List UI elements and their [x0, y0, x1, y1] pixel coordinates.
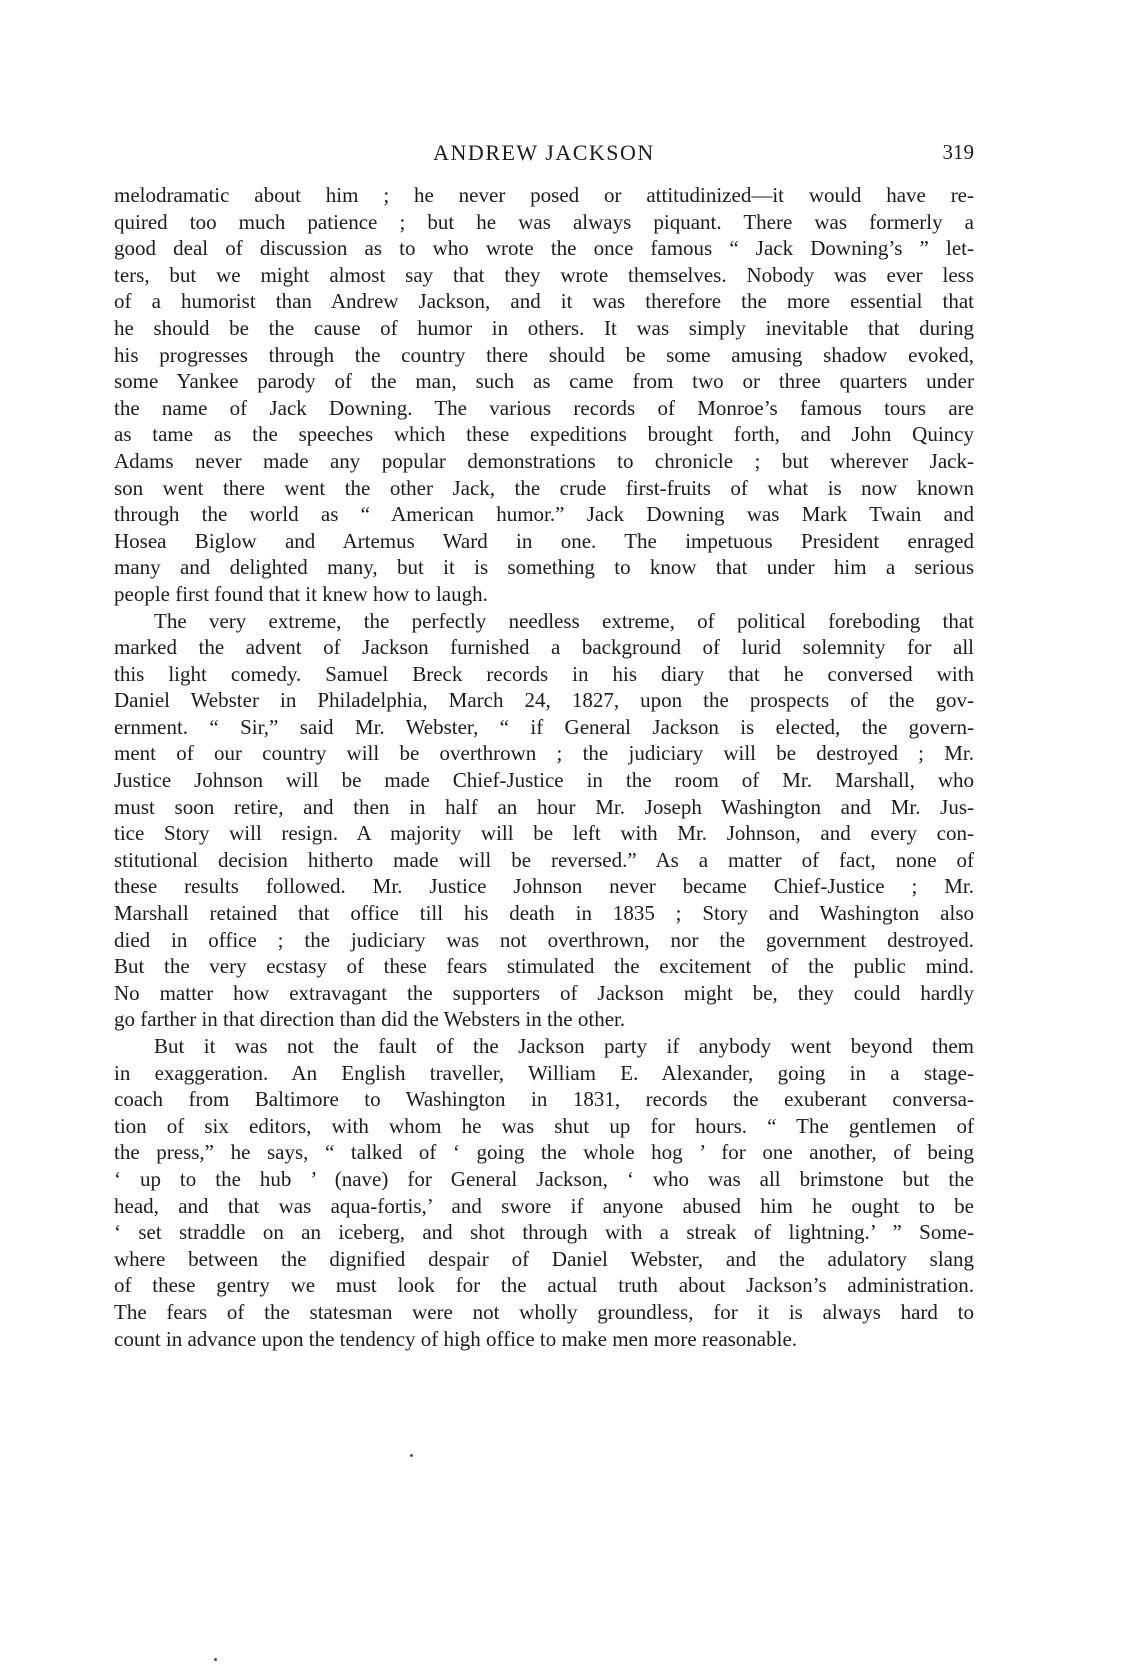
text-line: coach from Baltimore to Washington in 1831, records the exuberant conversa- [114, 1087, 974, 1112]
paragraph [114, 182, 974, 608]
paragraph [114, 1033, 974, 1352]
text-line: marked the advent of Jackson furnished a background of lurid solemnity for all [114, 635, 974, 660]
text-line: good deal of discussion as to who wrote the once famous “ Jack Downing’s ” let- [114, 236, 974, 261]
text-line: tice Story will resign. A majority will be left with Mr. Johnson, and every con- [114, 821, 974, 846]
text-line: his progresses through the country there should be some amusing shadow evoked, [114, 342, 974, 367]
text-line: must soon retire, and then in half an hour Mr. Joseph Washington and Mr. Jus- [114, 794, 974, 819]
text-line: through the world as “ American humor.” Jack Downing was Mark Twain and [114, 502, 974, 527]
text-line: of a humorist than Andrew Jackson, and it was therefore the more essential that [114, 289, 974, 314]
paragraph [114, 608, 974, 1034]
text-line: the name of Jack Downing. The various records of Monroe’s famous tours are [114, 395, 974, 420]
text-line: The fears of the statesman were not wholly groundless, for it is always hard to [114, 1299, 974, 1324]
text-line: But it was not the fault of the Jackson party if anybody went beyond them [154, 1034, 974, 1058]
text-line: died in office ; the judiciary was not overthrown, nor the government destroyed. [114, 927, 974, 952]
text-line: these results followed. Mr. Justice Johnson never became Chief-Justice ; Mr. [114, 874, 974, 899]
text-line: many and delighted many, but it is something to know that under him a serious [114, 555, 974, 580]
text-line: go farther in that direction than did the Websters in the other. [114, 1007, 626, 1032]
text-line: Hosea Biglow and Artemus Ward in one. The impetuous President enraged [114, 528, 974, 553]
text-line: head, and that was aqua-fortis,’ and swore if anyone abused him he ought to be [114, 1193, 974, 1218]
text-line: Adams never made any popular demonstrations to chronicle ; but wherever Jack- [114, 448, 974, 473]
text-line: as tame as the speeches which these expeditions brought forth, and John Quincy [114, 422, 974, 447]
body-text [114, 182, 974, 1352]
text-line: The very extreme, the perfectly needless extreme, of political foreboding that [154, 608, 974, 633]
text-line: melodramatic about him ; he never posed or attitudinized—it would have re- [114, 183, 974, 207]
text-line: ment of our country will be overthrown ; the judiciary will be destroyed ; Mr. [114, 741, 974, 766]
text-line: this light comedy. Samuel Breck records in his diary that he conversed with [114, 661, 974, 686]
text-line: Marshall retained that office till his death in 1835 ; Story and Washington also [114, 901, 974, 926]
text-line: ‘ set straddle on an iceberg, and shot through with a streak of lightning.’ ” Some- [114, 1220, 974, 1245]
print-speck [214, 1658, 217, 1661]
text-line: of these gentry we must look for the actual truth about Jackson’s administration. [114, 1273, 974, 1298]
text-line: But the very ecstasy of these fears stimulated the excitement of the public mind. [114, 954, 974, 979]
text-line: quired too much patience ; but he was always piquant. There was formerly a [114, 209, 974, 234]
text-line: ters, but we might almost say that they wrote themselves. Nobody was ever less [114, 262, 974, 287]
text-line: ernment. “ Sir,” said Mr. Webster, “ if General Jackson is elected, the govern- [114, 714, 974, 739]
text-line: ‘ up to the hub ’ (nave) for General Jackson, ‘ who was all brimstone but the [114, 1166, 974, 1191]
print-speck [410, 1454, 413, 1457]
text-line: count in advance upon the tendency of high office to make men more reasonable. [114, 1326, 798, 1351]
text-line: tion of six editors, with whom he was shut up for hours. “ The gentlemen of [114, 1113, 974, 1138]
text-line: No matter how extravagant the supporters of Jackson might be, they could hardly [114, 980, 974, 1005]
running-title: ANDREW JACKSON [433, 140, 655, 165]
text-line: where between the dignified despair of Daniel Webster, and the adulatory slang [114, 1246, 974, 1271]
text-line: son went there went the other Jack, the crude first-fruits of what is now known [114, 475, 974, 500]
running-header [114, 140, 974, 174]
text-line: the press,” he says, “ talked of ‘ going the whole hog ’ for one another, of being [114, 1140, 974, 1165]
text-line: some Yankee parody of the man, such as came from two or three quarters under [114, 369, 974, 394]
text-line: Daniel Webster in Philadelphia, March 24, 1827, upon the prospects of the gov- [114, 688, 974, 713]
page-number: 319 [942, 140, 974, 164]
book-page [114, 140, 974, 1352]
text-line: in exaggeration. An English traveller, William E. Alexander, going in a stage- [114, 1060, 974, 1085]
text-line: Justice Johnson will be made Chief-Justice in the room of Mr. Marshall, who [114, 768, 974, 793]
text-line: stitutional decision hitherto made will be reversed.” As a matter of fact, none of [114, 847, 974, 872]
text-line: he should be the cause of humor in others. It was simply inevitable that during [114, 315, 974, 340]
text-line: people first found that it knew how to laugh. [114, 581, 488, 606]
